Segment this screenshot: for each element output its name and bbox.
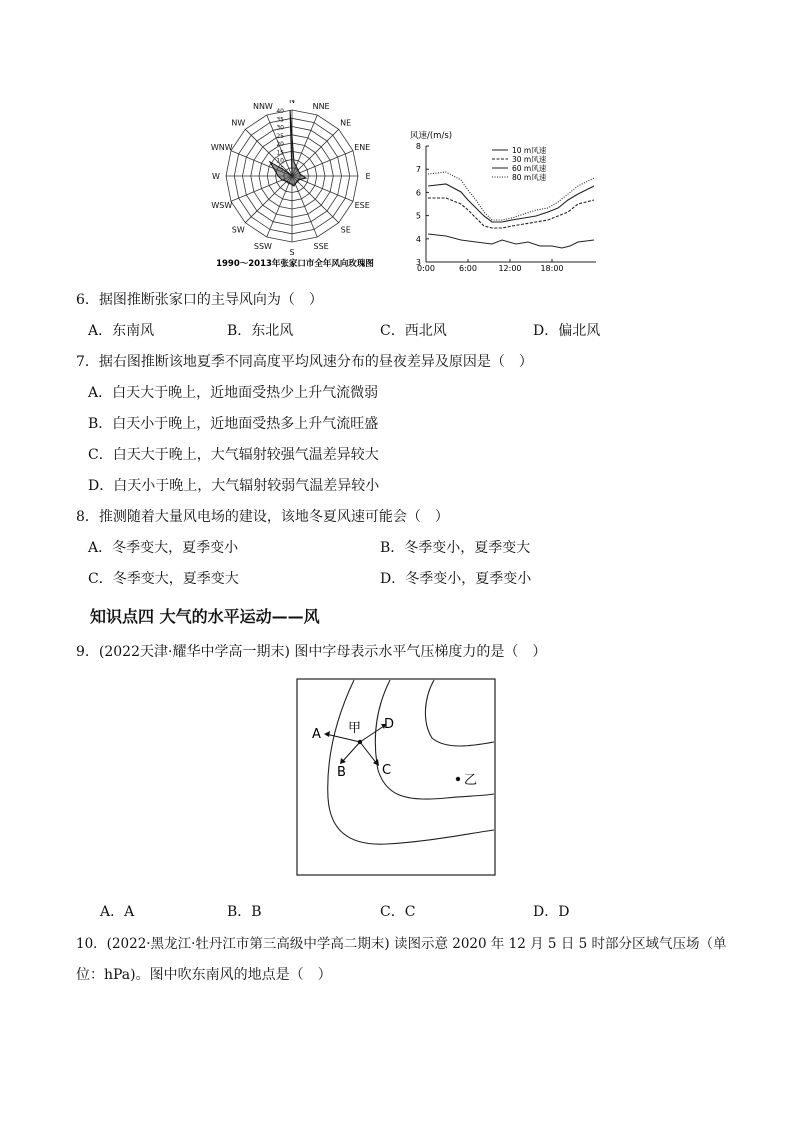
windspeed-figure: [406, 128, 602, 273]
rose-direction-label: ENE: [354, 142, 371, 152]
q6-option-b[interactable]: B．东北风: [227, 323, 294, 339]
label-a: A: [312, 727, 321, 742]
question-10-stem-line2: 位：hPa)。图中吹东南风的地点是（ ）: [76, 967, 332, 983]
wind-rose-svg: [190, 100, 400, 272]
q8-option-a[interactable]: A．冬季变大，夏季变小: [88, 540, 239, 556]
q7-option-b[interactable]: B．白天小于晚上，近地面受热多上升气流旺盛: [88, 416, 379, 432]
x-tick-label: 6:00: [459, 264, 477, 273]
section-title: 知识点四 大气的水平运动——风: [90, 607, 320, 626]
q7-option-a[interactable]: A．白天大于晚上，近地面受热少上升气流微弱: [88, 385, 379, 401]
q7-option-c[interactable]: C．白天大于晚上，大气辐射较强气温差异较大: [88, 447, 379, 463]
rose-direction-label: W: [212, 172, 220, 181]
rose-direction-label: E: [365, 172, 371, 181]
rose-scale-label: 15: [276, 149, 284, 157]
isobar-figure: [296, 678, 500, 878]
rose-direction-label: NE: [340, 118, 352, 128]
legend-label: 10 m风速: [512, 146, 547, 155]
q9-option-d[interactable]: D．D: [533, 904, 570, 920]
windspeed-svg: [406, 128, 602, 273]
rose-scale-label: 40: [276, 108, 284, 115]
y-tick-label: 7: [415, 165, 421, 175]
y-tick-label: 5: [415, 211, 421, 221]
label-c: C: [382, 763, 392, 778]
rose-scale-label: 30: [276, 124, 284, 132]
rose-direction-label: SSE: [313, 242, 329, 252]
arrow-b: [342, 742, 360, 762]
rose-direction-label: N: [289, 100, 295, 105]
label-d: D: [384, 717, 395, 732]
x-tick-label: 18:00: [540, 264, 564, 273]
windspeed-ylabel: 风速/(m/s): [410, 131, 453, 141]
question-9-stem: 9．(2022天津·耀华中学高一期末) 图中字母表示水平气压梯度力的是（ ）: [76, 644, 547, 660]
label-b: B: [337, 765, 346, 780]
question-6-stem: 6．据图推断张家口的主导风向为（ ）: [76, 292, 323, 308]
wind-rose-figure: [190, 100, 400, 272]
series-60m-line: [428, 184, 594, 222]
arrow-a-head: [324, 731, 330, 737]
rose-direction-label: WSW: [211, 201, 233, 211]
rose-scale-label: 35: [276, 116, 284, 124]
q8-option-c[interactable]: C．冬季变大，夏季变大: [88, 571, 239, 587]
q6-option-a[interactable]: A．东南风: [88, 323, 155, 339]
y-tick-label: 3: [415, 258, 421, 267]
x-tick-label: 12:00: [498, 264, 522, 273]
rose-scale-label: 10: [276, 157, 284, 165]
rose-direction-label: NW: [231, 118, 246, 128]
rose-scale-label: 20: [276, 141, 284, 148]
q9-option-c[interactable]: C．C: [380, 904, 416, 920]
rose-direction-label: NNW: [252, 101, 273, 111]
isobar-line-inner: [425, 680, 494, 746]
label-jia: 甲: [348, 721, 362, 736]
question-8-stem: 8．推测随着大量风电场的建设，该地冬夏风速可能会（ ）: [76, 509, 449, 525]
q9-option-b[interactable]: B．B: [227, 904, 262, 920]
question-10-stem-line1: 10．(2022·黑龙江·牡丹江市第三高级中学高二期末) 读图示意 2020 年 12 月 5 日 5 时部分区域气压场（单: [76, 936, 727, 952]
isobar-svg: [296, 678, 500, 878]
q7-option-d[interactable]: D．白天小于晚上，大气辐射较弱气温差异较小: [88, 478, 380, 494]
series-10m-line: [428, 234, 594, 248]
rose-direction-label: SW: [231, 225, 245, 235]
q9-option-a[interactable]: A．A: [100, 904, 135, 920]
point-yi-dot: [456, 777, 460, 781]
arrow-c: [360, 742, 377, 764]
rose-direction-label: SE: [340, 225, 351, 235]
rose-direction-label: S: [289, 248, 295, 257]
series-30m-line: [428, 198, 594, 228]
rose-direction-label: NNE: [312, 101, 330, 111]
x-tick-label: 0:00: [417, 264, 435, 273]
arrow-d: [360, 726, 384, 742]
legend-label: 60 m风速: [512, 164, 547, 173]
q8-option-d[interactable]: D．冬季变小，夏季变小: [380, 571, 532, 587]
q6-option-d[interactable]: D．偏北风: [533, 323, 601, 339]
rose-scale-label: 25: [276, 132, 284, 140]
y-tick-label: 4: [415, 234, 421, 244]
q6-option-c[interactable]: C．西北风: [380, 323, 447, 339]
rose-direction-label: ESE: [354, 201, 370, 211]
series-80m-line: [428, 172, 594, 220]
isobar-line-outer: [328, 680, 494, 844]
legend-label: 30 m风速: [512, 155, 547, 164]
y-tick-label: 8: [415, 142, 421, 151]
label-yi: 乙: [464, 773, 478, 788]
y-tick-label: 6: [415, 188, 421, 198]
question-7-stem: 7．据右图推断该地夏季不同高度平均风速分布的昼夜差异及原因是（ ）: [76, 354, 533, 370]
rose-caption: 1990～2013年张家口市全年风向玫瑰图: [216, 259, 374, 269]
rose-direction-label: WNW: [210, 142, 233, 152]
legend-label: 80 m风速: [512, 173, 547, 182]
q8-option-b[interactable]: B．冬季变小，夏季变大: [380, 540, 531, 556]
rose-direction-label: SSW: [253, 242, 272, 252]
